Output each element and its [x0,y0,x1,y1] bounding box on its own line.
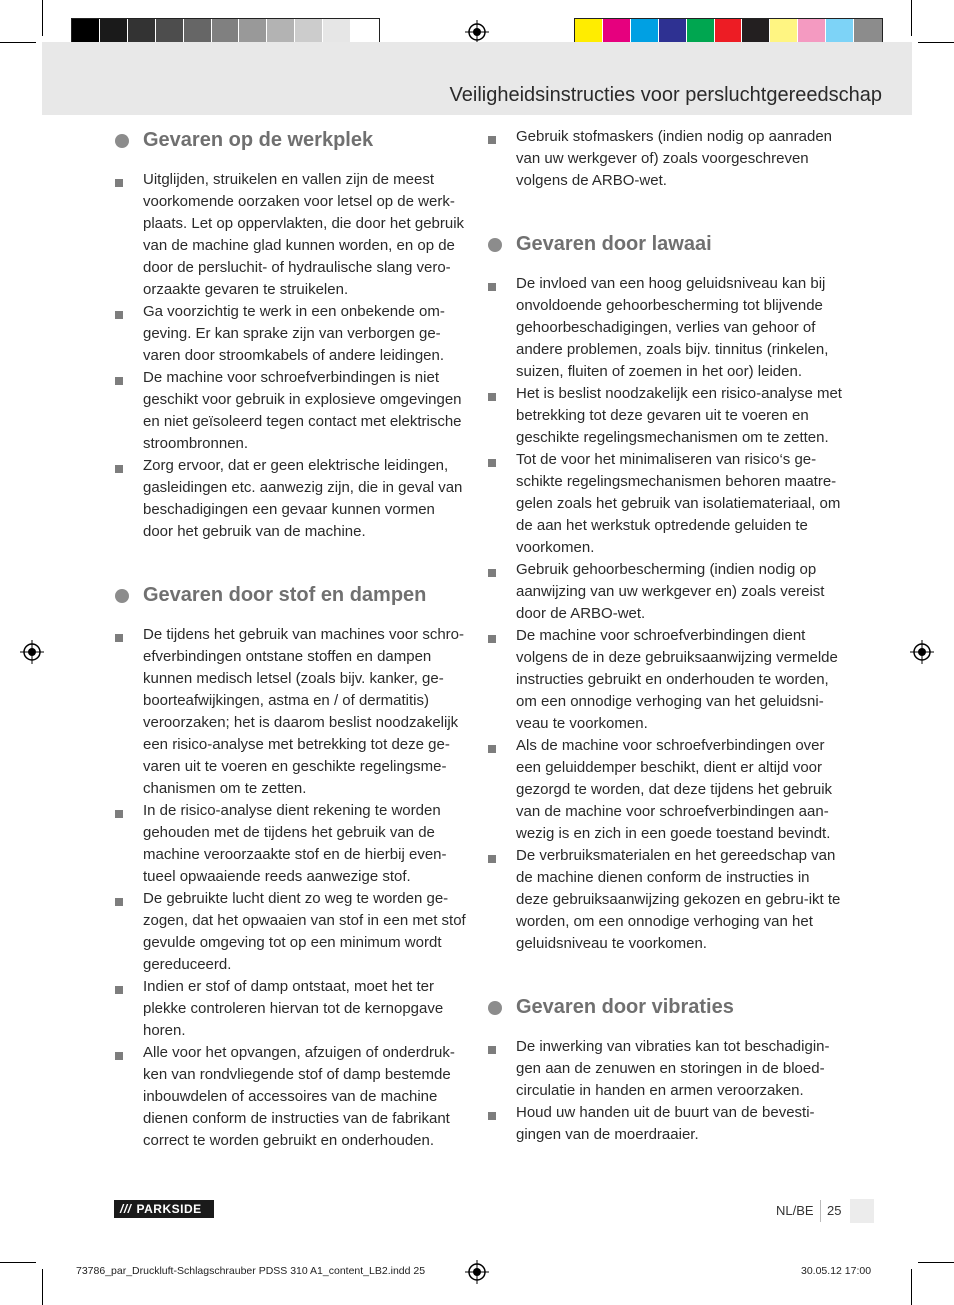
crop-mark [911,0,912,36]
list-item [486,559,844,625]
language-label: NL/BE [776,1203,814,1218]
page-tab [850,1199,874,1223]
list-item [113,367,469,455]
bullet-square-icon [115,810,123,818]
bullet-square-icon [488,635,496,643]
bullet-square-icon [488,1112,496,1120]
bullet-list [486,273,844,955]
bullet-square-icon [115,465,123,473]
bullet-square-icon [488,1046,496,1054]
section-heading-text: Gevaren door stof en dampen [143,584,427,606]
file-slug: 73786_par_Druckluft-Schlagschrauber PDSS 310 A1_content_LB2.indd 25 [76,1265,426,1277]
bullet-list [113,169,469,543]
list-item [486,735,844,845]
bullet-square-icon [115,377,123,385]
bullet-square-icon [115,986,123,994]
list-item-text: Tot de voor het minimaliseren van risico‘s ge-schikte regelingsmechanismen behoren maatre-gelen zoals het gebruik van isolatiemateriaal, om de aan het werkstuk optredende geluiden te voorkomen. [516,451,841,556]
left-column [113,126,469,1152]
parkside-logo: /// PARKSIDE [114,1200,214,1218]
bullet-square-icon [115,1052,123,1060]
bullet-dot-icon [115,589,129,603]
section-heading [113,581,469,609]
crop-mark [918,1262,954,1263]
crop-mark [42,1269,43,1305]
list-item [113,976,469,1042]
registration-mark-icon [910,640,934,664]
list-item-text: In de risico-analyse dient rekening te worden gehouden met de tijdens het gebruik van de machine veroorzaakte stof en de hierbij even-tueel opwaaiende reeds aanwezige stof. [143,802,447,885]
list-item [486,449,844,559]
list-item [486,126,844,192]
list-item [486,625,844,735]
bullet-dot-icon [488,238,502,252]
registration-mark-icon [465,1260,489,1284]
crop-mark [0,42,36,43]
list-item [486,1036,844,1102]
list-item-text: Het is beslist noodzakelijk een risico-analyse met betrekking tot deze gevaren uit te voeren en geschikte regelingsmechanismen om te zetten. [516,385,842,446]
section-heading [113,126,469,154]
bullet-square-icon [488,283,496,291]
page-number: 25 [827,1203,842,1218]
page-number-divider [820,1200,821,1222]
list-item [113,301,469,367]
list-item-text: De gebruikte lucht dient zo weg te worden ge-zogen, dat het opwaaien van stof in een met stof gevulde omgeving tot op een minimum wordt gereduceerd. [143,890,466,973]
list-item-text: Gebruik stofmaskers (indien nodig op aanraden van uw werkgever of) zoals voorgeschreven volgens de ARBO-wet. [516,128,833,189]
list-item-text: Als de machine voor schroefverbindingen over een geluiddemper beschikt, dient er altijd voor gezorgd te worden, dat deze tijdens het gebruik van de machine voor schroefverbindingen aan-wezig is en zich in een goede toestand bevindt. [516,737,833,842]
list-item-text: De inwerking van vibraties kan tot beschadigin-gen aan de zenuwen en storingen in de bloed-circulatie in handen en armen veroorzaken. [516,1038,830,1099]
bullet-square-icon [488,569,496,577]
section-heading-text: Gevaren op de werkplek [143,129,374,151]
list-item-text: De machine voor schroefverbindingen dient volgens de in deze gebruiksaanwijzing vermelde instructies gebruikt en onderhouden te worden, om een onnodige verhoging van het geluidsni-veau te voorkomen. [516,627,838,732]
bullet-square-icon [115,634,123,642]
bullet-square-icon [115,311,123,319]
crop-mark [42,0,43,36]
section-heading [486,230,844,258]
section-heading-text: Gevaren door lawaai [516,233,712,255]
list-item [486,845,844,955]
list-item-text: Indien er stof of damp ontstaat, moet het ter plekke controleren hiervan tot de kernopgave horen. [143,978,444,1039]
list-item [113,1042,469,1152]
bullet-square-icon [488,855,496,863]
bullet-square-icon [115,898,123,906]
list-item [113,888,469,976]
list-item [486,1102,844,1146]
bullet-list [486,126,844,192]
crop-mark [911,1269,912,1305]
list-item [113,800,469,888]
list-item-text: Gebruik gehoorbescherming (indien nodig op aanwijzing van uw werkgever en) zoals vereist door de ARBO-wet. [516,561,825,622]
bullet-list [113,624,469,1152]
registration-mark-icon [20,640,44,664]
page-title: Veiligheidsinstructies voor persluchtgereedschap [449,84,882,106]
crop-mark [918,42,954,43]
section-heading [486,993,844,1021]
bullet-dot-icon [488,1001,502,1015]
bullet-square-icon [488,459,496,467]
print-timestamp: 30.05.12 17:00 [801,1265,872,1277]
list-item-text: De invloed van een hoog geluidsniveau kan bij onvoldoende gehoorbescherming tot blijvende gehoorbeschadigingen, verlies van gehoor of andere problemen, zoals bijv. tinnitus (rinkelen, suizen, fluiten of zoemen in het oor) leiden. [516,275,829,380]
list-item-text: Alle voor het opvangen, afzuigen of onderdruk-ken van rondvliegende stof of damp bestemde inbouwdelen of accessoires van de machine dienen conform de instructies van de fabrikant correct te worden gebruikt en onderhouden. [143,1044,455,1149]
list-item-text: Houd uw handen uit de buurt van de bevesti-gingen van de moerdraaier. [516,1104,815,1143]
bullet-list [486,1036,844,1146]
list-item [113,624,469,800]
registration-mark-icon [465,20,489,44]
list-item [486,273,844,383]
bullet-square-icon [488,745,496,753]
bullet-square-icon [115,179,123,187]
list-item [113,169,469,301]
list-item-text: Zorg ervoor, dat er geen elektrische leidingen, gasleidingen etc. aanwezig zijn, die in geval van beschadigingen een gevaar kunnen vormen door het gebruik van de machine. [143,457,463,540]
list-item [113,455,469,543]
crop-mark [0,1262,36,1263]
bullet-square-icon [488,393,496,401]
bullet-dot-icon [115,134,129,148]
list-item [486,383,844,449]
list-item-text: Uitglijden, struikelen en vallen zijn de meest voorkomende oorzaken voor letsel op de werk-plaats. Let op oppervlakten, die door het gebruik van de machine glad kunnen worden, en op de door de persluchit- of hydraulische slang vero-orzaakte gevaren te struikelen. [143,171,465,298]
list-item-text: De verbruiksmaterialen en het gereedschap van de machine dienen conform de instructies in deze gebruiksaanwijzing gekozen en gebru-ikt te worden, om een onnodige verhoging van het geluidsniveau te voorkomen. [516,847,841,952]
list-item-text: De tijdens het gebruik van machines voor schro-efverbindingen ontstane stoffen en dampen kunnen medisch letsel (zoals bijv. kanker, ge-boorteafwijkingen, astma en / of dermatitis) veroorzaken; het is daarom beslist noodzakelijk een risico-analyse met betrekking tot deze ge-varen uit te voeren en geschikte regelingsme-chanismen om te zetten. [143,626,464,797]
list-item-text: Ga voorzichtig te werk in een onbekende om-geving. Er kan sprake zijn van verborgen ge-varen door stroomkabels of andere leidingen. [143,303,445,364]
list-item-text: De machine voor schroefverbindingen is niet geschikt voor gebruik in explosieve omgevingen en niet geïsoleerd tegen contact met elektrische stroombronnen. [143,369,462,452]
section-heading-text: Gevaren door vibraties [516,996,734,1018]
right-column [486,126,844,1146]
bullet-square-icon [488,136,496,144]
